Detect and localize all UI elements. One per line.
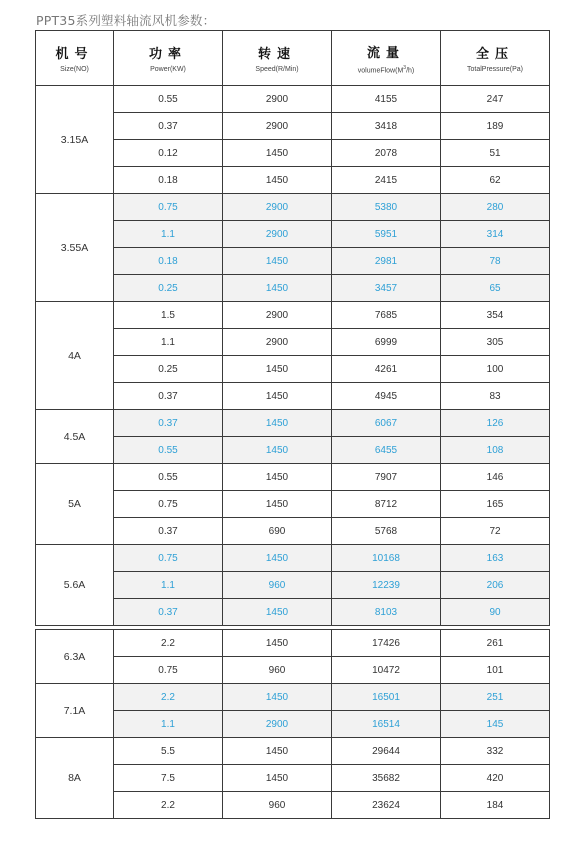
table-row [36,738,550,765]
pressure-cell: 100 [441,356,550,383]
speed-cell: 1450 [223,437,332,464]
power-cell: 0.25 [114,356,223,383]
pressure-cell: 72 [441,518,550,545]
flow-cell: 6455 [332,437,441,464]
model-cell: 6.3A [36,630,114,684]
table-row [36,221,550,248]
speed-cell: 2900 [223,711,332,738]
flow-cell: 16501 [332,684,441,711]
flow-cell: 4945 [332,383,441,410]
power-cell: 0.12 [114,140,223,167]
table-row [36,86,550,113]
header-cn: 功率 [148,47,187,62]
table-header-row [36,31,550,86]
speed-cell: 1450 [223,545,332,572]
table-row [36,329,550,356]
flow-cell: 4155 [332,86,441,113]
power-cell: 1.1 [114,572,223,599]
table-row [36,464,550,491]
speed-cell: 1450 [223,599,332,626]
power-cell: 0.55 [114,464,223,491]
speed-cell: 2900 [223,329,332,356]
speed-cell: 1450 [223,140,332,167]
power-cell: 0.75 [114,545,223,572]
flow-cell: 17426 [332,630,441,657]
power-cell: 0.37 [114,599,223,626]
power-cell: 1.1 [114,329,223,356]
header-en: Speed(R/Min) [255,66,299,73]
pressure-cell: 90 [441,599,550,626]
flow-cell: 29644 [332,738,441,765]
power-cell: 2.2 [114,684,223,711]
pressure-cell: 126 [441,410,550,437]
header-en [332,65,440,74]
table-row [36,437,550,464]
header-cn: 机号 [55,47,94,62]
speed-cell: 960 [223,657,332,684]
table-row [36,684,550,711]
flow-cell: 16514 [332,711,441,738]
power-cell: 0.75 [114,194,223,221]
model-cell: 7.1A [36,684,114,738]
pressure-cell: 163 [441,545,550,572]
flow-cell: 5380 [332,194,441,221]
table-row [36,657,550,684]
power-cell: 0.55 [114,86,223,113]
header-en-pre: volumeFlow(M [357,67,404,75]
pressure-cell: 251 [441,684,550,711]
header-cn: 全压 [475,47,514,62]
model-cell: 3.15A [36,86,114,194]
speed-cell: 1450 [223,684,332,711]
flow-cell: 23624 [332,792,441,819]
power-cell: 2.2 [114,792,223,819]
table-row [36,356,550,383]
header-en: TotalPressure(Pa) [466,66,524,73]
pressure-cell: 101 [441,657,550,684]
flow-cell: 2981 [332,248,441,275]
speed-cell: 1450 [223,275,332,302]
power-cell: 7.5 [114,765,223,792]
header-en-sup: 3 [403,64,407,71]
flow-cell: 8712 [332,491,441,518]
spec-table-main [35,30,550,626]
table-row [36,167,550,194]
pressure-cell: 108 [441,437,550,464]
flow-cell: 8103 [332,599,441,626]
flow-cell: 2415 [332,167,441,194]
table-row [36,113,550,140]
pressure-cell: 146 [441,464,550,491]
speed-cell: 1450 [223,765,332,792]
table-row [36,302,550,329]
table-row [36,711,550,738]
speed-cell: 690 [223,518,332,545]
speed-cell: 1450 [223,464,332,491]
speed-cell: 1450 [223,738,332,765]
pressure-cell: 83 [441,383,550,410]
pressure-cell: 354 [441,302,550,329]
pressure-cell: 314 [441,221,550,248]
header-pressure [441,31,550,86]
table-row [36,383,550,410]
table-row [36,275,550,302]
header-en: Size(NO) [60,66,89,73]
flow-cell: 7685 [332,302,441,329]
header-en-post: /h) [406,67,415,75]
flow-cell: 6067 [332,410,441,437]
table-row [36,248,550,275]
pressure-cell: 247 [441,86,550,113]
power-cell: 1.1 [114,221,223,248]
power-cell: 0.55 [114,437,223,464]
pressure-cell: 420 [441,765,550,792]
power-cell: 5.5 [114,738,223,765]
speed-cell: 2900 [223,194,332,221]
table-row [36,545,550,572]
model-cell: 4.5A [36,410,114,464]
table-row [36,194,550,221]
table-row [36,140,550,167]
pressure-cell: 206 [441,572,550,599]
flow-cell: 5951 [332,221,441,248]
header-en: Power(KW) [150,66,186,73]
table-row [36,410,550,437]
flow-cell: 5768 [332,518,441,545]
flow-cell: 35682 [332,765,441,792]
table-row [36,491,550,518]
table-row [36,572,550,599]
power-cell: 0.25 [114,275,223,302]
header-size [36,31,114,86]
flow-cell: 7907 [332,464,441,491]
table-row [36,765,550,792]
model-cell: 4A [36,302,114,410]
power-cell: 0.37 [114,113,223,140]
pressure-cell: 165 [441,491,550,518]
speed-cell: 2900 [223,302,332,329]
spec-table-continued [35,629,550,819]
speed-cell: 960 [223,792,332,819]
header-speed [223,31,332,86]
header-flow [332,31,441,86]
flow-cell: 4261 [332,356,441,383]
pressure-cell: 280 [441,194,550,221]
speed-cell: 960 [223,572,332,599]
flow-cell: 12239 [332,572,441,599]
table-row [36,518,550,545]
pressure-cell: 261 [441,630,550,657]
pressure-cell: 78 [441,248,550,275]
pressure-cell: 65 [441,275,550,302]
power-cell: 0.37 [114,410,223,437]
speed-cell: 2900 [223,221,332,248]
flow-cell: 6999 [332,329,441,356]
power-cell: 1.5 [114,302,223,329]
model-cell: 5.6A [36,545,114,626]
speed-cell: 1450 [223,383,332,410]
header-cn: 转速 [257,47,296,62]
table-row [36,599,550,626]
pressure-cell: 305 [441,329,550,356]
flow-cell: 2078 [332,140,441,167]
flow-cell: 3457 [332,275,441,302]
speed-cell: 1450 [223,410,332,437]
power-cell: 2.2 [114,630,223,657]
header-cn: 流量 [366,45,405,61]
table-row [36,630,550,657]
speed-cell: 1450 [223,630,332,657]
power-cell: 0.37 [114,383,223,410]
pressure-cell: 332 [441,738,550,765]
flow-cell: 10168 [332,545,441,572]
pressure-cell: 51 [441,140,550,167]
power-cell: 0.37 [114,518,223,545]
speed-cell: 1450 [223,356,332,383]
model-cell: 5A [36,464,114,545]
speed-cell: 2900 [223,113,332,140]
speed-cell: 1450 [223,167,332,194]
speed-cell: 1450 [223,248,332,275]
power-cell: 0.75 [114,491,223,518]
header-power [114,31,223,86]
pressure-cell: 189 [441,113,550,140]
power-cell: 0.75 [114,657,223,684]
power-cell: 1.1 [114,711,223,738]
speed-cell: 1450 [223,491,332,518]
pressure-cell: 184 [441,792,550,819]
model-cell: 8A [36,738,114,819]
speed-cell: 2900 [223,86,332,113]
pressure-cell: 62 [441,167,550,194]
pressure-cell: 145 [441,711,550,738]
flow-cell: 10472 [332,657,441,684]
table-row [36,792,550,819]
power-cell: 0.18 [114,167,223,194]
power-cell: 0.18 [114,248,223,275]
model-cell: 3.55A [36,194,114,302]
flow-cell: 3418 [332,113,441,140]
page-title: PPT35系列塑料轴流风机参数： [36,13,216,28]
